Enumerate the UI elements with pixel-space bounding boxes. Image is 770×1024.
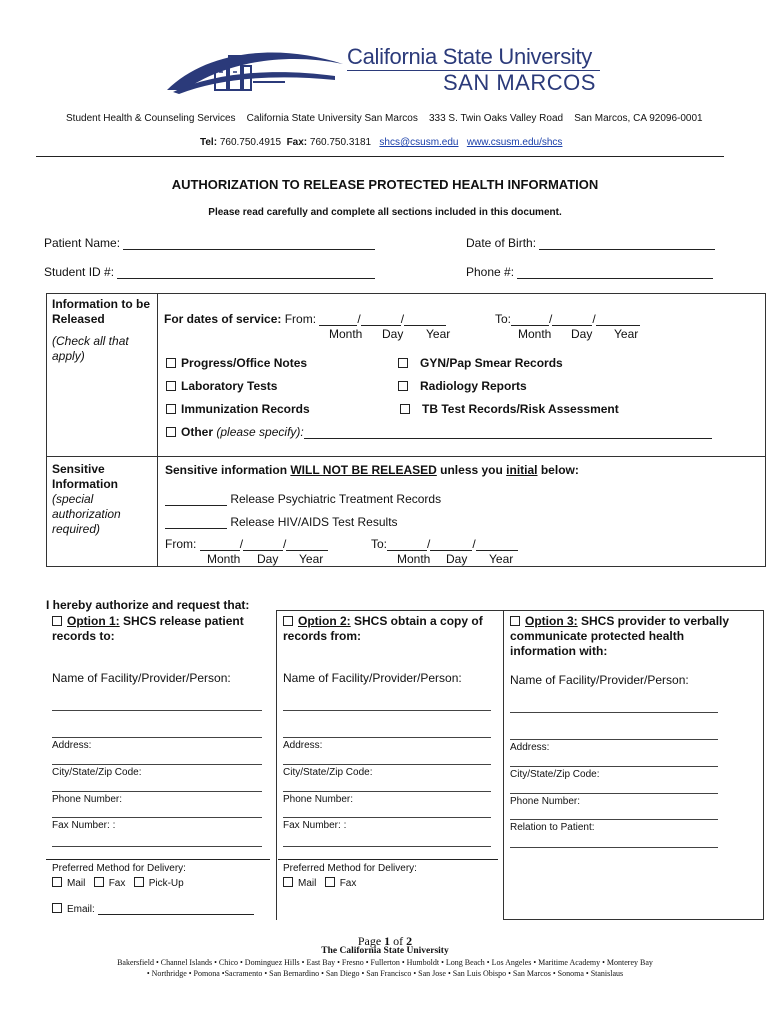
options-right-border (763, 610, 764, 920)
sens-to-month-caption: Month (397, 552, 431, 566)
sens-to-year-field[interactable] (476, 538, 518, 551)
opt1-delivery-options (52, 877, 184, 889)
page-prefix: Page (357, 934, 385, 948)
checkbox-icon[interactable] (166, 358, 176, 368)
opt1-phone-line[interactable] (52, 817, 262, 818)
checkbox-icon[interactable] (398, 381, 408, 391)
option-radiology[interactable] (398, 379, 527, 393)
opt2-delivery-label: Preferred Method for Delivery: (283, 863, 417, 874)
checkbox-icon[interactable] (510, 616, 520, 626)
sensitive-note: (special authorization required) (52, 492, 121, 536)
opt1-address-label: Address: (52, 740, 92, 751)
psych-initial-field[interactable] (165, 493, 227, 506)
sens-to-day-caption: Day (446, 552, 468, 566)
info-heading: Information to be Released (52, 297, 150, 326)
patient-name-row (44, 236, 375, 250)
sens-from-year-caption: Year (299, 552, 324, 566)
sensitive-to-row: To: / / (371, 537, 518, 551)
option2-label: Option 2: (298, 614, 351, 628)
checkbox-icon[interactable] (166, 427, 176, 437)
opt3-relation-line[interactable] (510, 847, 718, 848)
website-link[interactable]: www.csusm.edu/shcs (466, 137, 563, 148)
phone-field[interactable] (517, 266, 713, 279)
to-year-caption: Year (614, 327, 639, 341)
hiv-row (165, 515, 398, 529)
opt3-phone-line[interactable] (510, 819, 718, 820)
patient-name-label: Patient Name: (44, 236, 121, 250)
options-divider-1 (276, 610, 277, 920)
to-month-field[interactable] (511, 313, 549, 326)
opt2-city-label: City/State/Zip Code: (283, 767, 373, 778)
service-to-row: To: / / (495, 312, 640, 326)
checkbox-icon[interactable] (52, 616, 62, 626)
service-to-label: To: (495, 312, 512, 326)
checkbox-icon[interactable] (398, 358, 408, 368)
to-day-caption: Day (571, 327, 593, 341)
opt2-fax-option-label: Fax (339, 878, 357, 889)
sens-from-month-field[interactable] (200, 538, 240, 551)
dob-label: Date of Birth: (466, 236, 537, 250)
opt1-pickup-option[interactable] (134, 878, 184, 889)
psych-row (165, 492, 441, 506)
sensitive-intro-e: below: (537, 463, 579, 477)
opt3-relation-label: Relation to Patient: (510, 822, 595, 833)
opt1-mail-option[interactable] (52, 878, 85, 889)
checkbox-icon[interactable] (400, 404, 410, 414)
checkbox-icon[interactable] (283, 877, 293, 887)
page-current: 1 (384, 934, 391, 948)
sensitive-intro-c: unless you (436, 463, 507, 477)
opt2-name-label: Name of Facility/Provider/Person: (283, 671, 462, 685)
header-rule (36, 156, 724, 157)
opt2-name-line1[interactable] (283, 710, 491, 711)
opt3-city-label: City/State/Zip Code: (510, 769, 600, 780)
tel-label: Tel: (200, 137, 218, 148)
option1-header[interactable] (52, 614, 268, 644)
opt3-address-line[interactable] (510, 766, 718, 767)
checkbox-icon[interactable] (52, 903, 62, 913)
opt2-city-line[interactable] (283, 791, 491, 792)
from-day-field[interactable] (361, 313, 401, 326)
sens-from-day-caption: Day (257, 552, 279, 566)
opt1-fax-option-label: Fax (108, 878, 126, 889)
from-month-field[interactable] (319, 313, 357, 326)
opt1-delivery-label: Preferred Method for Delivery: (52, 863, 186, 874)
email-link[interactable]: shcs@csusm.edu (379, 137, 459, 148)
logo-line1: California State University (347, 44, 592, 69)
sens-from-month-caption: Month (207, 552, 241, 566)
form-subtitle: Please read carefully and complete all sections included in this document. (208, 207, 562, 218)
opt3-name-line1[interactable] (510, 712, 718, 713)
option3-text: SHCS provider to verbally communicate protected health information with: (510, 614, 730, 658)
checkbox-icon[interactable] (283, 616, 293, 626)
opt1-fax-option[interactable] (94, 878, 126, 889)
option3-label: Option 3: (525, 614, 578, 628)
checkbox-icon[interactable] (134, 877, 144, 887)
opt2-mail-option[interactable] (283, 878, 316, 889)
to-year-field[interactable] (596, 313, 640, 326)
opt3-name-line2[interactable] (510, 739, 718, 740)
header-address: Student Health & Counseling Services California State University San Marcos 333 S. Twin Oaks Valley Road San Marcos, CA 92096-0001 (66, 113, 703, 124)
fax-value: 760.750.3181 (309, 137, 372, 148)
logo-emblem-icon (165, 42, 345, 97)
sensitive-intro-b: WILL NOT BE RELEASED (290, 463, 437, 477)
opt2-fax-option[interactable] (325, 878, 357, 889)
opt1-address-line[interactable] (52, 764, 262, 765)
dob-row (466, 236, 715, 250)
form-title: AUTHORIZATION TO RELEASE PROTECTED HEALTH INFORMATION (171, 177, 599, 192)
opt2-address-line[interactable] (283, 764, 491, 765)
opt3-phone-label: Phone Number: (510, 796, 581, 807)
header-contact (200, 137, 562, 148)
student-id-field[interactable] (117, 266, 375, 279)
option-other-label: Other (181, 425, 214, 439)
opt3-name-label: Name of Facility/Provider/Person: (510, 673, 689, 687)
other-specify-field[interactable] (304, 426, 712, 439)
option-other[interactable] (166, 425, 712, 439)
opt2-address-label: Address: (283, 740, 323, 751)
authorize-heading: I hereby authorize and request that: (46, 598, 250, 612)
page-total: 2 (406, 934, 413, 948)
option-immunization-label: Immunization Records (181, 402, 310, 416)
option-progress[interactable] (166, 356, 307, 370)
service-from-label: From: (284, 312, 317, 326)
opt2-phone-label: Phone Number: (283, 794, 354, 805)
opt3-city-line[interactable] (510, 793, 718, 794)
footer-university: The California State University (321, 946, 449, 956)
to-day-field[interactable] (552, 313, 592, 326)
sens-to-month-field[interactable] (387, 538, 427, 551)
opt1-name-line2[interactable] (52, 737, 262, 738)
opt2-mail-label: Mail (298, 878, 317, 889)
sensitive-intro-a: Sensitive information (165, 463, 291, 477)
opt2-fax-line[interactable] (283, 846, 491, 847)
option2-header[interactable] (283, 614, 497, 644)
opt1-fax-label: Fax Number: : (52, 820, 116, 831)
sensitive-intro (165, 463, 579, 477)
psych-label: Release Psychiatric Treatment Records (230, 492, 442, 506)
opt3-address-label: Address: (510, 742, 550, 753)
tel-value: 760.750.4915 (219, 137, 281, 148)
checkbox-icon[interactable] (94, 877, 104, 887)
options-divider-2 (503, 610, 504, 920)
option-lab-label: Laboratory Tests (181, 379, 278, 393)
sens-from-year-field[interactable] (286, 538, 328, 551)
sens-to-day-field[interactable] (430, 538, 472, 551)
option1-text: SHCS release patient records to: (52, 614, 244, 643)
hiv-initial-field[interactable] (165, 516, 227, 529)
option-tb[interactable] (400, 402, 619, 416)
options-bottom-rule (503, 919, 764, 920)
checkbox-icon[interactable] (166, 381, 176, 391)
sensitive-to-label: To: (371, 537, 388, 551)
option1-label: Option 1: (67, 614, 120, 628)
service-dates-row: For dates of service: From: / / (164, 312, 446, 326)
service-dates-label: For dates of service: (164, 312, 282, 326)
student-id-label: Student ID #: (44, 265, 115, 279)
option2-text: SHCS obtain a copy of records from: (283, 614, 483, 643)
from-year-field[interactable] (404, 313, 446, 326)
opt1-email-field[interactable] (98, 903, 254, 915)
opt1-pickup-label: Pick-Up (148, 878, 184, 889)
option3-header[interactable] (510, 614, 750, 659)
opt1-fax-line[interactable] (52, 846, 262, 847)
info-table-divider (157, 293, 158, 566)
to-month-caption: Month (518, 327, 552, 341)
fax-label: Fax: (286, 137, 308, 148)
opt1-city-label: City/State/Zip Code: (52, 767, 142, 778)
footer-campuses-1: Bakersfield • Channel Islands • Chico • Dominguez Hills • East Bay • Fresno • Fullerton • Humboldt • Long Beach • Los Angeles • Maritime Academy • Monterey Bay (117, 958, 653, 967)
opt2-phone-line[interactable] (283, 817, 491, 818)
option-radiology-label: Radiology Reports (420, 379, 527, 393)
sensitive-intro-d: initial (506, 463, 538, 477)
opt1-email-option[interactable] (52, 903, 254, 915)
sensitive-heading: Sensitive Information (52, 462, 118, 491)
phone-label: Phone #: (466, 265, 515, 279)
info-note: (Check all that apply) (52, 334, 129, 363)
opt1-city-line[interactable] (52, 791, 262, 792)
checkbox-icon[interactable] (325, 877, 335, 887)
opt1-delivery-rule (46, 859, 270, 860)
option-progress-label: Progress/Office Notes (181, 356, 308, 370)
option-lab[interactable] (166, 379, 277, 393)
from-day-caption: Day (382, 327, 404, 341)
option-other-note: (please specify): (216, 425, 304, 439)
footer-campuses-2: • Northridge • Pomona •Sacramento • San Bernardino • San Diego • San Francisco • San Jose • San Luis Obispo • San Marcos • Sonoma • Stanislaus (146, 969, 624, 978)
opt1-phone-label: Phone Number: (52, 794, 123, 805)
opt1-mail-label: Mail (67, 878, 86, 889)
opt1-name-line1[interactable] (52, 710, 262, 711)
opt2-delivery-rule (278, 859, 498, 860)
option-immunization[interactable] (166, 402, 310, 416)
option-gyn[interactable] (398, 356, 563, 370)
university-logo (165, 42, 605, 102)
patient-name-field[interactable] (123, 237, 375, 250)
option-tb-label: TB Test Records/Risk Assessment (422, 402, 619, 416)
logo-line2: SAN MARCOS (443, 70, 596, 95)
info-table-rowline (46, 456, 765, 457)
sensitive-from-row: From: / / (165, 537, 328, 551)
phone-row (466, 265, 713, 279)
page-of: of (390, 934, 407, 948)
opt2-delivery-options (283, 877, 356, 889)
dob-field[interactable] (539, 237, 715, 250)
opt1-email-label: Email: (67, 904, 95, 915)
from-year-caption: Year (426, 327, 451, 341)
student-id-row (44, 265, 375, 279)
sens-to-year-caption: Year (489, 552, 514, 566)
options-top-rule (276, 610, 764, 611)
opt1-name-label: Name of Facility/Provider/Person: (52, 671, 231, 685)
hiv-label: Release HIV/AIDS Test Results (230, 515, 398, 529)
checkbox-icon[interactable] (52, 877, 62, 887)
opt2-name-line2[interactable] (283, 737, 491, 738)
option-gyn-label: GYN/Pap Smear Records (420, 356, 563, 370)
sensitive-from-label: From: (165, 537, 197, 551)
checkbox-icon[interactable] (166, 404, 176, 414)
opt2-fax-label: Fax Number: : (283, 820, 347, 831)
from-month-caption: Month (329, 327, 363, 341)
sens-from-day-field[interactable] (243, 538, 283, 551)
